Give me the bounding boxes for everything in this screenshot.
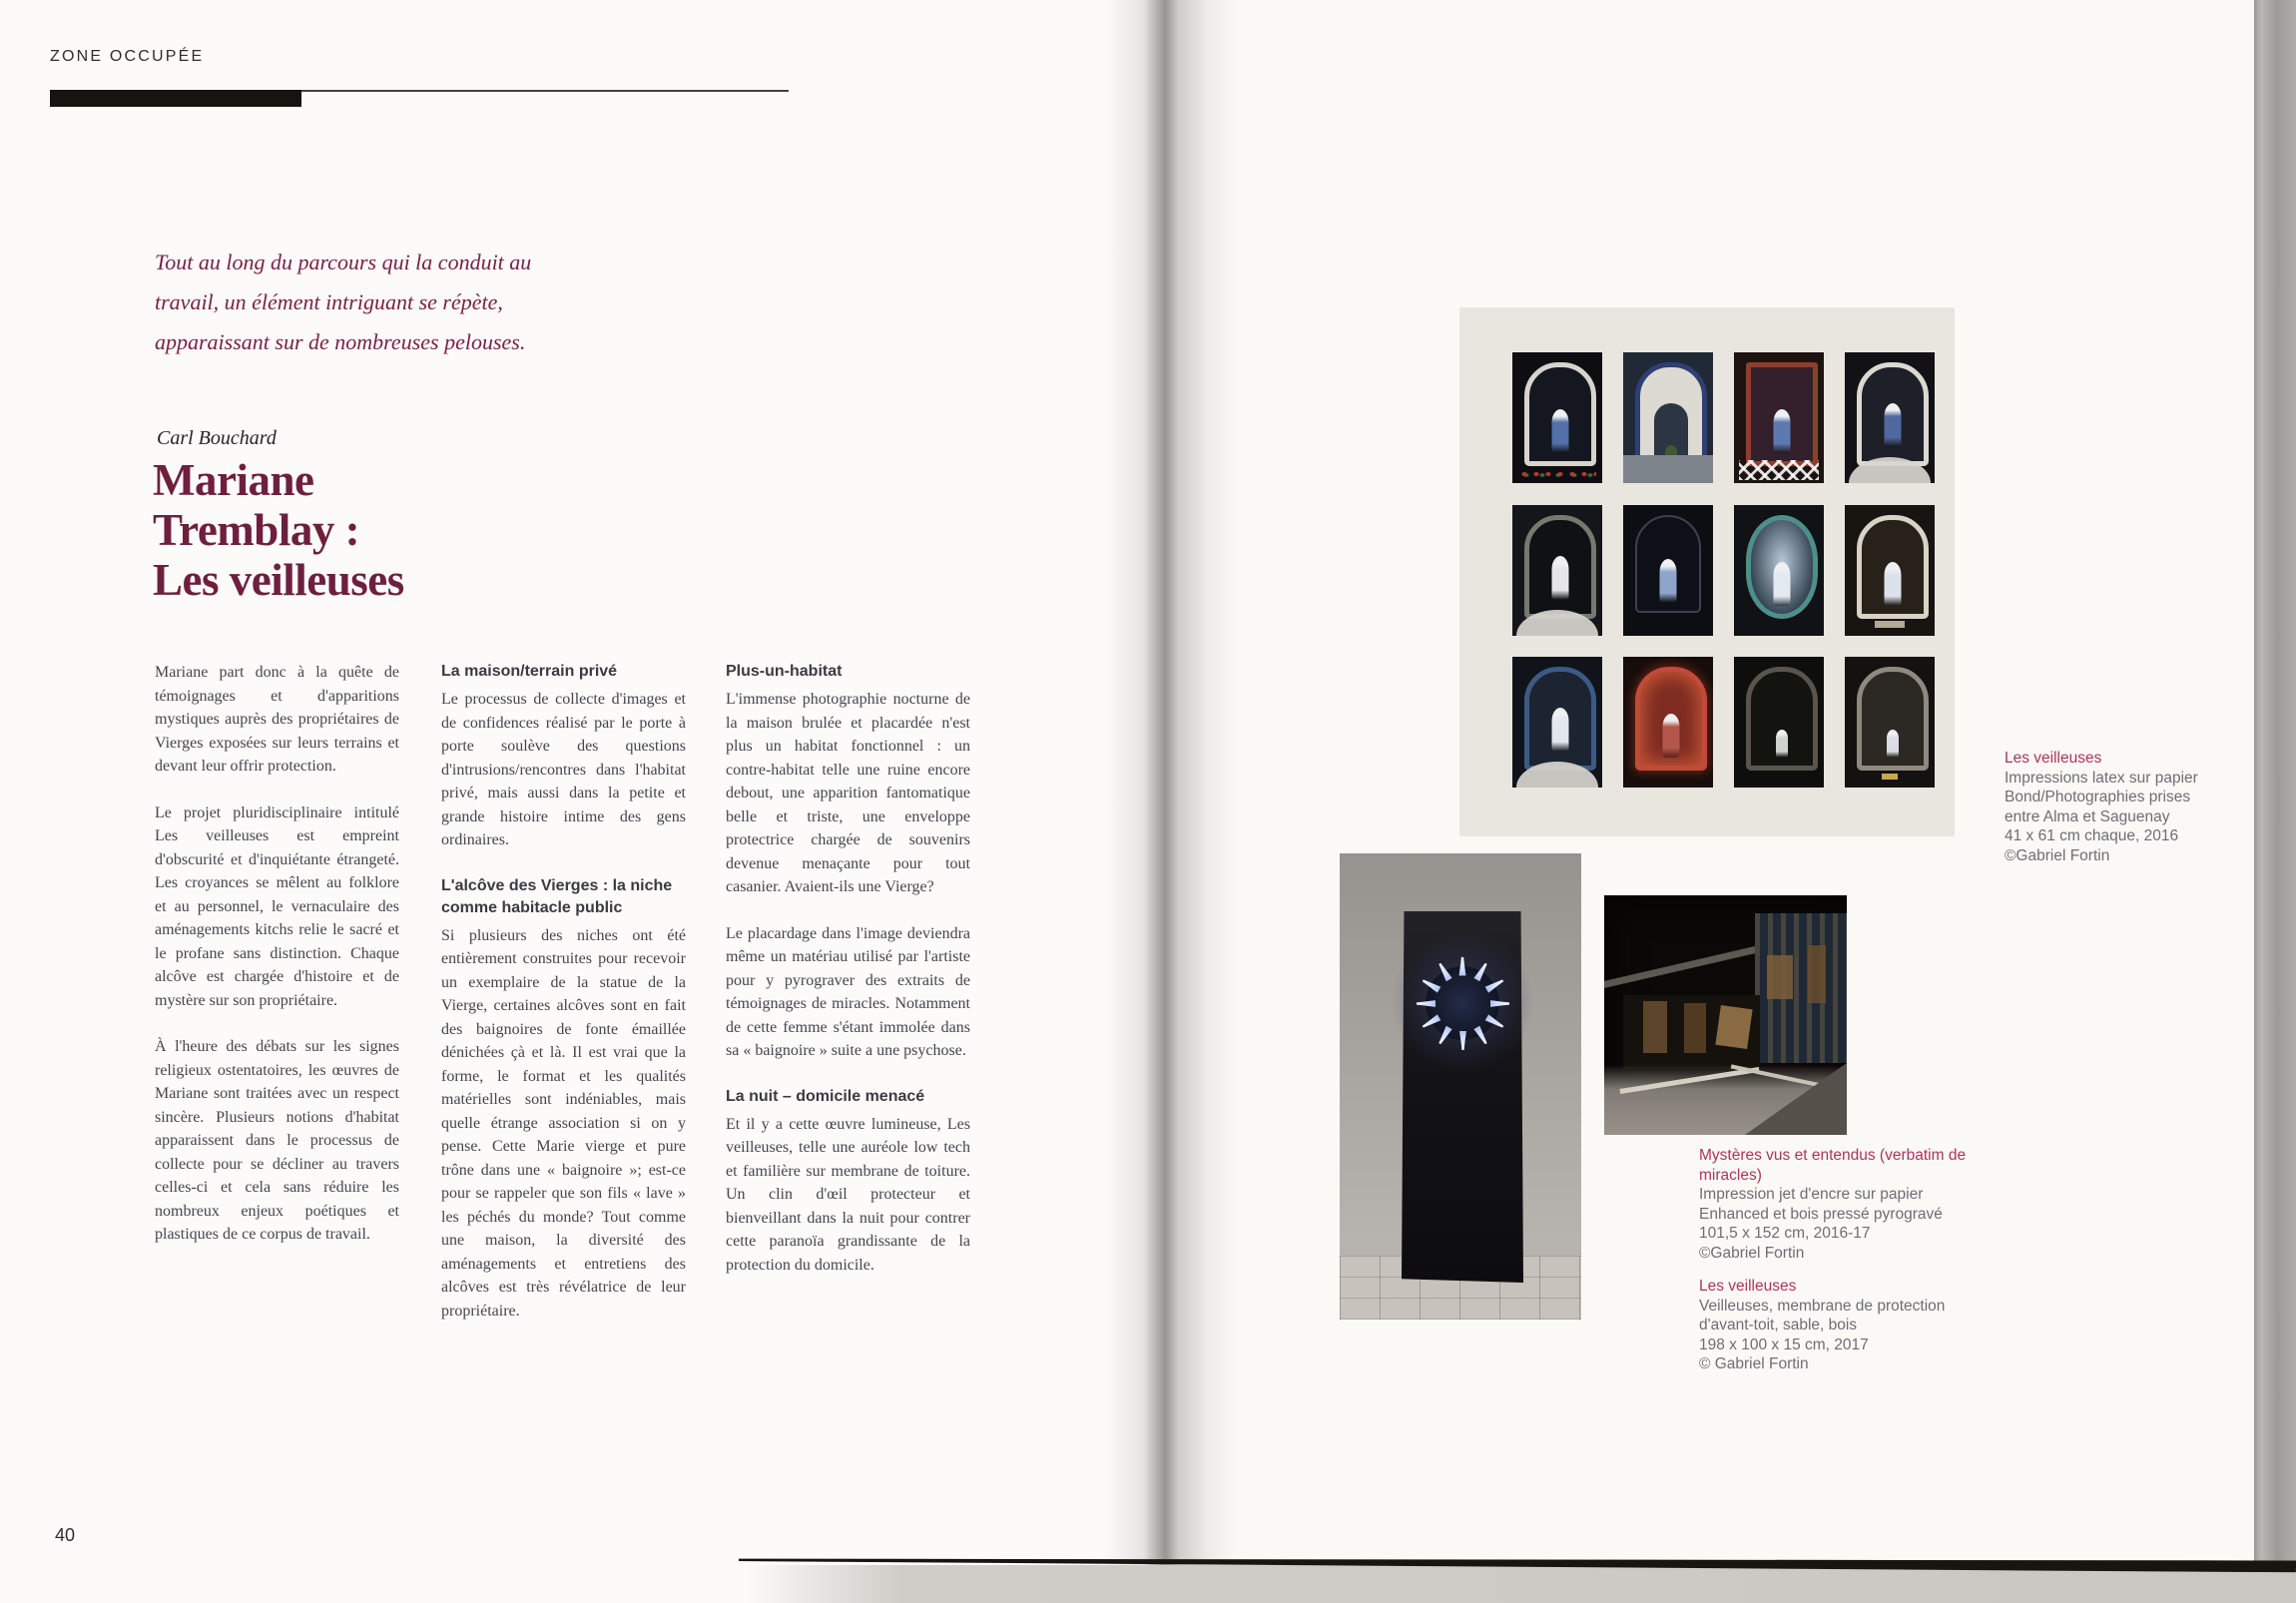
page-number: 40 [55, 1525, 76, 1545]
nightlight-ring [1388, 928, 1537, 1078]
caption-line: entre Alma et Saguenay [2005, 807, 2170, 825]
virgin-figure [1887, 730, 1899, 758]
body-paragraph: Le processus de collecte d'images et de confidences réalisé par le porte à porte soulève des questions d'intrusions/rencontres dans l'habitat privé, mais aussi dans la petite et grande histoire intime des gens ordinaires. [441, 691, 686, 848]
grid-photo-5 [1512, 505, 1602, 636]
body-paragraph: Mariane part donc à la quête de témoignages et d'apparitions mystiques auprès des propriétaires de Vierges exposées sur leurs terrains et devant leur offrir protection. [155, 664, 399, 775]
section-heading: La maison/terrain privé [441, 663, 618, 680]
caption-line: Bond/Photographies prises [2005, 789, 2191, 805]
caption-line: Enhanced et bois pressé pyrogravé [1699, 1205, 1943, 1223]
caption-line: d'avant-toit, sable, bois [1699, 1317, 1858, 1334]
niche-shape [1635, 667, 1707, 771]
caption-line: Impression jet d'encre sur papier [1699, 1186, 1924, 1203]
niche-shape [1635, 515, 1701, 613]
virgin-figure [1660, 559, 1677, 603]
grid-photo-6 [1623, 505, 1713, 636]
article-title-line: Tremblay : [153, 505, 360, 555]
virgin-figure [1552, 409, 1569, 453]
niche-shape [1857, 667, 1929, 771]
body-paragraph: Et il y a cette œuvre lumineuse, Les veilleuses, telle une auréole low tech et familière sur membrane de toiture. Un clin d'œil protecteur et bienveillant dans la nuit pour contrer cette paranoïa grandissante de la protection du domicile. [726, 1115, 970, 1274]
header-bar [50, 90, 301, 107]
page-edge-right [2254, 0, 2296, 1603]
niche-shape [1524, 667, 1596, 771]
caption-veilleuses [1699, 1277, 1995, 1374]
caption-line: © Gabriel Fortin [1699, 1355, 1809, 1372]
body-paragraph: Le placardage dans l'image deviendra même un matériau utilisé par l'artiste pour y pyrograver des extraits de témoignages de miracles. Notamment de cette femme s'étant immolée dans sa « baignoire » suite a une psychose. [726, 924, 970, 1059]
caption-stack [1699, 1146, 1995, 1374]
body-paragraph: À l'heure des débats sur les signes religieux ostentatoires, les œuvres de Mariane sont traitées avec un respect sincère. Plusieurs notions d'habitat apparaissent dans le processus de collecte pour se décliner au travers celles-ci et cela sans réduire les nombreux enjeux poétiques et plastiques de ce corpus de travail. [155, 1038, 399, 1243]
caption-line: Impressions latex sur papier [2005, 769, 2198, 787]
caption-line: ©Gabriel Fortin [1699, 1244, 1805, 1262]
author-byline: Carl Bouchard [157, 427, 277, 449]
caption-title: Les veilleuses [1699, 1278, 1797, 1295]
niche-accent [1518, 469, 1596, 481]
grid-photo-7 [1734, 505, 1824, 636]
niche-shape [1746, 515, 1818, 619]
grid-photo-10 [1623, 657, 1713, 788]
body-paragraph: Si plusieurs des niches ont été entièrement construites pour recevoir un exemplaire de la statue de la Vierge, certaines alcôves sont en fait des baignoires de fonte émaillée dénichées çà et là. Il est vrai que la forme, le format et les qualités matérielles sont indéniables, mais quelle étrange association si on y pense. Cette Marie vierge et pure trône dans une « baignoire »; est-ce pour se rappeler que son fils « lave » les péchés du monde? Tout comme une maison, la diversité des aménagements et entretiens des alcôves est très révélatrice de leur propriétaire. [441, 926, 686, 1320]
caption-title: Les veilleuses [2005, 750, 2102, 767]
burned-house-photo [1604, 895, 1847, 1135]
boarded-door [1643, 1001, 1667, 1053]
caption-line: ©Gabriel Fortin [2005, 846, 2110, 864]
boarded-door [1684, 1003, 1706, 1053]
monolith-artwork-photo [1340, 853, 1581, 1320]
niche-accent [1623, 455, 1713, 483]
virgin-figure [1885, 562, 1902, 606]
article-title-line: Mariane [153, 455, 314, 505]
text-column-2 [441, 661, 686, 1345]
niche-shape [1746, 362, 1818, 466]
niche-opening [1654, 403, 1688, 461]
caption-title: Mystères vus et entendus (verbatim de miracles) [1699, 1147, 1967, 1184]
caption-grid-work [2005, 749, 2294, 865]
virgin-figure [1552, 708, 1569, 752]
pull-quote-line: Tout au long du parcours qui la conduit au [155, 250, 532, 274]
article-title [153, 455, 404, 605]
niche-shape [1524, 515, 1596, 619]
section-heading: La nuit – domicile menacé [726, 1087, 925, 1105]
virgin-figure [1776, 730, 1788, 758]
artwork-grid-panel [1459, 307, 1955, 836]
caption-line: 198 x 100 x 15 cm, 2017 [1699, 1336, 1869, 1353]
ring-core [1426, 966, 1499, 1040]
caption-line: 101,5 x 152 cm, 2016-17 [1699, 1225, 1871, 1242]
niche-shape [1746, 667, 1818, 771]
boarded-window [1808, 945, 1826, 1003]
niche-shape [1857, 362, 1929, 466]
text-column-1 [155, 661, 399, 1270]
grid-photo-1 [1512, 352, 1602, 483]
virgin-figure [1774, 562, 1791, 606]
caption-line: Veilleuses, membrane de protection [1699, 1297, 1946, 1315]
grid-photo-8 [1845, 505, 1935, 636]
section-heading: Plus-un-habitat [726, 663, 843, 680]
caption-line: 41 x 61 cm chaque, 2016 [2005, 827, 2179, 844]
caption-mysteres [1699, 1146, 1995, 1263]
grid-photo-9 [1512, 657, 1602, 788]
niche-shape [1635, 362, 1707, 466]
niche-accent [1882, 774, 1898, 780]
grid-photo-2 [1623, 352, 1713, 483]
article-title-line: Les veilleuses [153, 555, 404, 605]
section-heading: L'alcôve des Vierges : la niche comme habitacle public [441, 876, 673, 916]
text-column-3 [726, 661, 970, 1300]
niche-shape [1857, 515, 1929, 619]
niche-accent [1875, 621, 1905, 628]
grid-photo-12 [1845, 657, 1935, 788]
grid-photo-11 [1734, 657, 1824, 788]
virgin-figure [1663, 714, 1680, 758]
grid-photo-4 [1845, 352, 1935, 483]
body-paragraph: L'immense photographie nocturne de la maison brulée et placardée n'est plus un habitat fonctionnel : un contre-habitat telle une ruine encore debout, une apparition fantomatique belle et triste, une enveloppe protectrice chargée de souvenirs devenue menaçante pour tout casanier. Avaient-ils une Vierge? [726, 691, 970, 895]
plywood-sheet [1716, 1005, 1753, 1049]
body-paragraph: Le projet pluridisciplinaire intitulé Les veilleuses est empreint d'obscurité et d'inquiétante étrangeté. Les croyances se mêlent au folklore et au personnel, le vernaculaire des aménagements kitchs relie le sacré et le profane sans distinction. Chaque alcôve est chargée d'histoire et de mystère sur son propriétaire. [155, 803, 399, 1009]
magazine-name: ZONE OCCUPÉE [50, 48, 205, 65]
boarded-window [1767, 955, 1793, 999]
grid-photo-3 [1734, 352, 1824, 483]
virgin-figure [1774, 409, 1791, 453]
virgin-figure [1552, 556, 1569, 600]
pull-quote [155, 243, 574, 362]
virgin-figure [1885, 403, 1902, 447]
niche-shape [1524, 362, 1596, 466]
niche-accent [1739, 460, 1819, 480]
pull-quote-line: travail, un élément intriguant se répète, [155, 289, 503, 314]
pull-quote-line: apparaissant sur de nombreuses pelouses. [155, 329, 526, 354]
